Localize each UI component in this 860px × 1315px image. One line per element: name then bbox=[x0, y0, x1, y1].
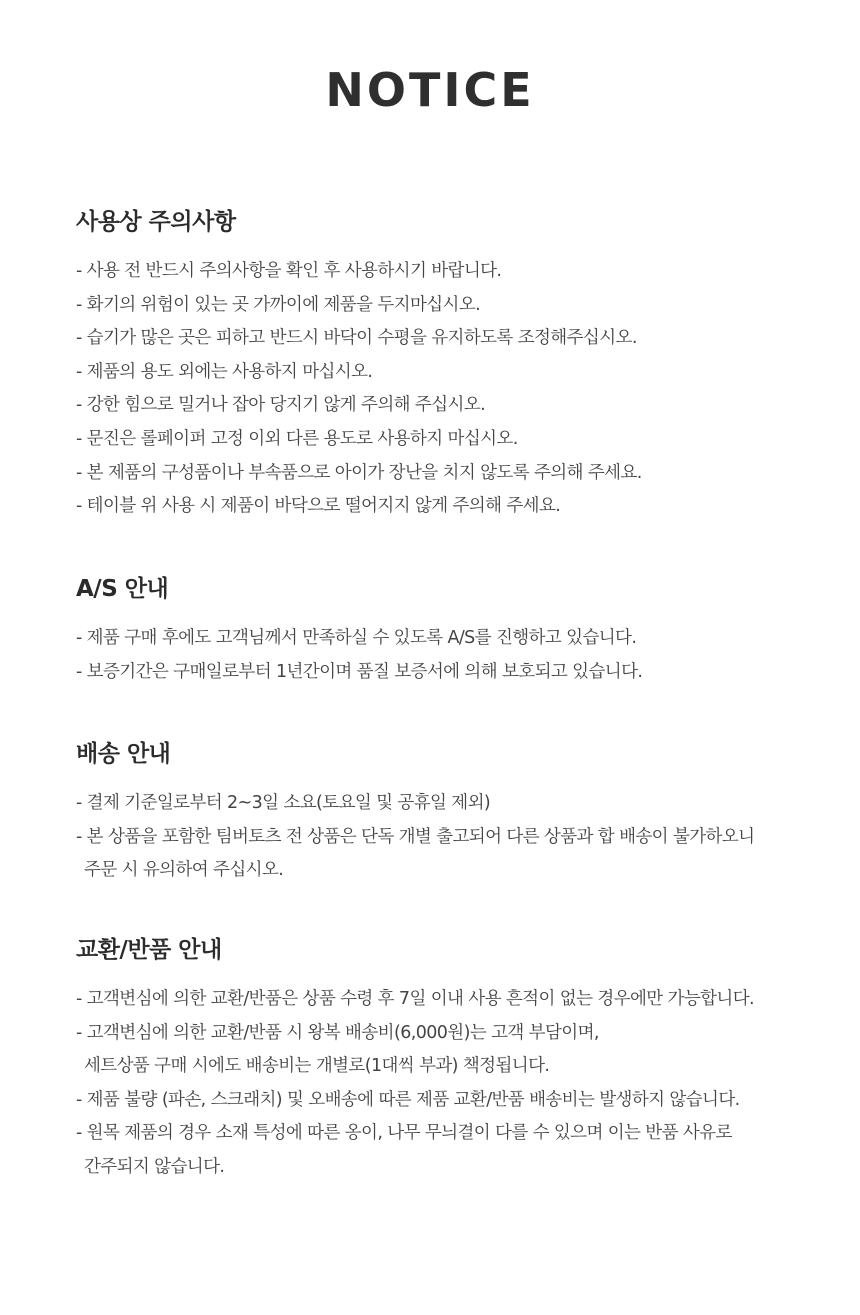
list-item-continuation bbox=[76, 1050, 796, 1084]
list-item: - 강한 힘으로 밀거나 잡아 당지기 않게 주의해 주십시오. bbox=[76, 395, 486, 416]
list-item: - 화기의 위험이 있는 곳 가까이에 제품을 두지마십시오. bbox=[76, 294, 481, 315]
list-item: - 문진은 롤페이퍼 고정 이외 다른 용도로 사용하지 마십시오. bbox=[76, 428, 518, 449]
notice-list bbox=[76, 787, 796, 888]
list-item: - 원목 제품의 경우 소재 특성에 따른 옹이, 나무 무늬결이 다를 수 있으며 이는 반품 사유로 bbox=[76, 1123, 732, 1144]
section-delivery-info bbox=[76, 739, 796, 888]
list-item: - 제품 불량 (파손, 스크래치) 및 오배송에 따른 제품 교환/반품 배송비는 발생하지 않습니다. bbox=[76, 1089, 740, 1110]
section-usage-caution bbox=[76, 207, 796, 524]
notice-list bbox=[76, 255, 796, 524]
section-heading: 교환/반품 안내 bbox=[76, 937, 222, 963]
list-item: - 테이블 위 사용 시 제품이 바닥으로 떨어지지 않게 주의해 주세요. bbox=[76, 496, 561, 517]
notice-list bbox=[76, 983, 796, 1185]
list-item-continuation bbox=[76, 1151, 796, 1185]
list-item-continuation bbox=[76, 854, 796, 888]
continuation-text: 주문 시 유의하여 주십시오. bbox=[84, 860, 284, 881]
list-item: - 본 제품의 구성품이나 부속품으로 아이가 장난을 치지 않도록 주의해 주세요. bbox=[76, 462, 642, 483]
list-item: - 제품 구매 후에도 고객님께서 만족하실 수 있도록 A/S를 진행하고 있습니다. bbox=[76, 628, 637, 648]
section-heading: 사용상 주의사항 bbox=[76, 209, 236, 235]
page-title: NOTICE bbox=[325, 63, 535, 117]
list-item: - 사용 전 반드시 주의사항을 확인 후 사용하시기 바랍니다. bbox=[76, 261, 502, 281]
continuation-text: 간주되지 않습니다. bbox=[84, 1156, 225, 1177]
list-item: - 습기가 많은 곳은 피하고 반드시 바닥이 수평을 유지하도록 조정해주십시오. bbox=[76, 328, 637, 349]
section-as-info bbox=[76, 574, 796, 689]
notice-list bbox=[76, 622, 796, 689]
list-item: - 본 상품을 포함한 팀버토츠 전 상품은 단독 개별 출고되어 다른 상품과 합 배송이 불가하오니 bbox=[76, 826, 755, 847]
continuation-text: 세트상품 구매 시에도 배송비는 개별로(1대씩 부과) 책정됩니다. bbox=[84, 1056, 550, 1077]
section-exchange-return-info bbox=[76, 935, 796, 1185]
section-heading: A/S 안내 bbox=[76, 576, 169, 602]
list-item: - 결제 기준일로부터 2~3일 소요(토요일 및 공휴일 제외) bbox=[76, 793, 491, 813]
section-heading: 배송 안내 bbox=[76, 741, 171, 767]
list-item: - 고객변심에 의한 교환/반품 시 왕복 배송비(6,000원)는 고객 부담이며, bbox=[76, 1022, 599, 1043]
list-item: - 제품의 용도 외에는 사용하지 마십시오. bbox=[76, 361, 373, 382]
list-item: - 고객변심에 의한 교환/반품은 상품 수령 후 7일 이내 사용 흔적이 없는 경우에만 가능합니다. bbox=[76, 989, 755, 1009]
list-item: - 보증기간은 구매일로부터 1년간이며 품질 보증서에 의해 보호되고 있습니다. bbox=[76, 661, 643, 682]
